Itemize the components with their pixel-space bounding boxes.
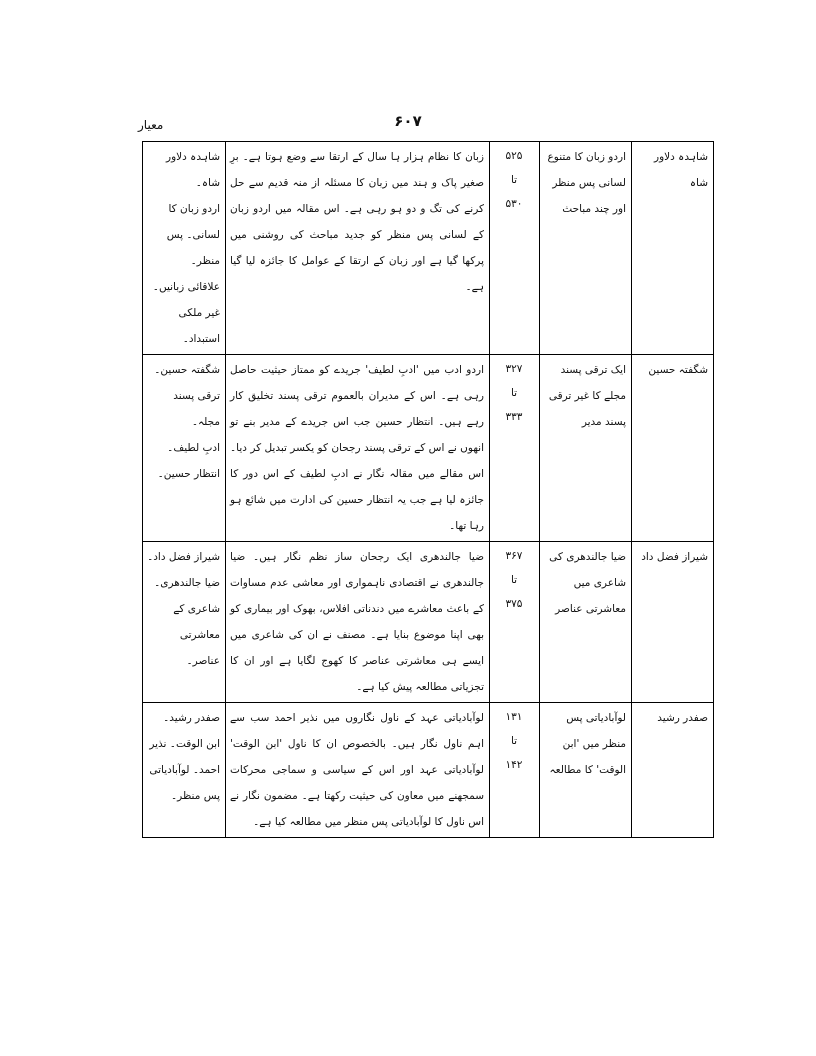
- pages-cell: [490, 355, 540, 542]
- keyword: شیراز فضل داد۔: [147, 551, 220, 563]
- page-to: تا: [510, 574, 518, 586]
- page-start: ۳۲۷: [505, 363, 523, 375]
- title-cell: ایک ترقی پسند مجلے کا غیر ترقی پسند مدیر: [540, 355, 632, 542]
- keyword: صفدر رشید۔: [163, 712, 220, 724]
- author-cell: صفدر رشید: [632, 703, 714, 838]
- keywords-cell: [143, 703, 226, 838]
- keyword: ابن الوقت۔ نذیر: [149, 738, 220, 750]
- summary-cell: زبان کا نظام ہزار ہا سال کے ارتقا سے وضع ہوتا ہے۔ برِ صغیر پاک و ہند میں زبان کا مسئلہ از منہ قدیم سے حل کرنے کی تگ و دو ہو رہی ہے۔ اس مقالہ میں اردو زبان کے لسانی پس منظر کو جدید مباحث کی روشنی میں پرکھا گیا ہے اور زبان کے ارتقا کے عوامل کا جائزہ لیا گیا ہے۔: [226, 142, 490, 355]
- page-to: تا: [510, 735, 518, 747]
- keyword: اردو زبان کا: [168, 203, 220, 215]
- table-row: [143, 703, 714, 838]
- author-cell: شیراز فضل داد: [632, 542, 714, 703]
- pages-cell: [490, 542, 540, 703]
- page-start: ۱۳۱: [505, 711, 523, 723]
- keyword: غیر ملکی استبداد۔: [178, 307, 220, 345]
- page-end: ۱۴۲: [505, 759, 523, 771]
- keywords-cell: [143, 355, 226, 542]
- keyword: پس منظر۔: [171, 790, 220, 802]
- keyword: لسانی۔ پس منظر۔: [166, 229, 220, 267]
- pages-cell: [490, 703, 540, 838]
- title-cell: اردو زبان کا متنوع لسانی پس منظر اور چند مباحث: [540, 142, 632, 355]
- keyword: شگفتہ حسین۔: [154, 364, 220, 376]
- page-to: تا: [510, 387, 518, 399]
- keyword: انتظار حسین۔: [157, 468, 220, 480]
- keyword: معاشرتی عناصر۔: [179, 629, 220, 667]
- keyword: علاقائی زبانیں۔: [152, 281, 220, 293]
- keyword: شاہدہ دلاور شاہ۔: [166, 151, 220, 189]
- page-start: ۳۶۷: [505, 550, 523, 562]
- author-cell: شاہدہ دلاور شاہ: [632, 142, 714, 355]
- keyword: احمد۔ لوآبادیاتی: [149, 764, 220, 776]
- keyword: ضیا جالندھری۔: [154, 577, 220, 589]
- page-number: ۶۰۷: [394, 112, 422, 130]
- keyword: ترقی پسند مجلہ۔: [173, 390, 220, 428]
- keyword: ادبِ لطیف۔: [167, 442, 220, 454]
- page-end: ۵۳۰: [505, 198, 523, 210]
- page-end: ۳۳۳: [505, 411, 523, 423]
- keyword: شاعری کے: [173, 603, 220, 615]
- keywords-cell: [143, 142, 226, 355]
- article-index-table: [142, 141, 714, 838]
- pages-cell: [490, 142, 540, 355]
- table-row: [143, 355, 714, 542]
- table-row: [143, 142, 714, 355]
- journal-name: معیار: [138, 118, 164, 132]
- author-cell: شگفتہ حسین: [632, 355, 714, 542]
- keywords-cell: [143, 542, 226, 703]
- summary-cell: لوآبادیاتی عہد کے ناول نگاروں میں نذیر احمد سب سے اہم ناول نگار ہیں۔ بالخصوص ان کا ناول 'ابن الوقت' لوآبادیاتی عہد اور اس کے سیاسی و سماجی محرکات سمجھنے میں معاون کی حیثیت رکھتا ہے۔ مضمون نگار نے اس ناول کا لوآبادیاتی پس منظر میں مطالعہ کیا ہے۔: [226, 703, 490, 838]
- summary-cell: ضیا جالندھری ایک رجحان ساز نظم نگار ہیں۔ ضیا جالندھری نے اقتصادی ناہمواری اور معاشی عدم مساوات کے باعث معاشرے میں دندناتی افلاس، بھوک اور بیماری کو بھی اپنا موضوع بنایا ہے۔ مصنف نے ان کی شاعری میں ایسے ہی معاشرتی عناصر کا کھوج لگایا ہے اور ان کا تجزیاتی مطالعہ پیش کیا ہے۔: [226, 542, 490, 703]
- table-row: [143, 542, 714, 703]
- page-to: تا: [510, 174, 518, 186]
- page-end: ۳۷۵: [505, 598, 523, 610]
- page-start: ۵۲۵: [505, 150, 523, 162]
- title-cell: لوآبادیاتی پس منظر میں 'ابن الوقت' کا مطالعہ: [540, 703, 632, 838]
- summary-cell: اردو ادب میں 'ادبِ لطیف' جریدے کو ممتاز حیثیت حاصل رہی ہے۔ اس کے مدیران بالعموم ترقی پسند تخلیق کار رہے ہیں۔ انتظار حسین جب اس جریدے کے مدیر بنے تو انھوں نے اس کے ترقی پسند رجحان کو یکسر تبدیل کر دیا۔ اس مقالے میں مقالہ نگار نے ادبِ لطیف کے اس دور کا جائزہ لیا ہے جب یہ انتظار حسین کی ادارت میں شائع ہو رہا تھا۔: [226, 355, 490, 542]
- title-cell: ضیا جالندھری کی شاعری میں معاشرتی عناصر: [540, 542, 632, 703]
